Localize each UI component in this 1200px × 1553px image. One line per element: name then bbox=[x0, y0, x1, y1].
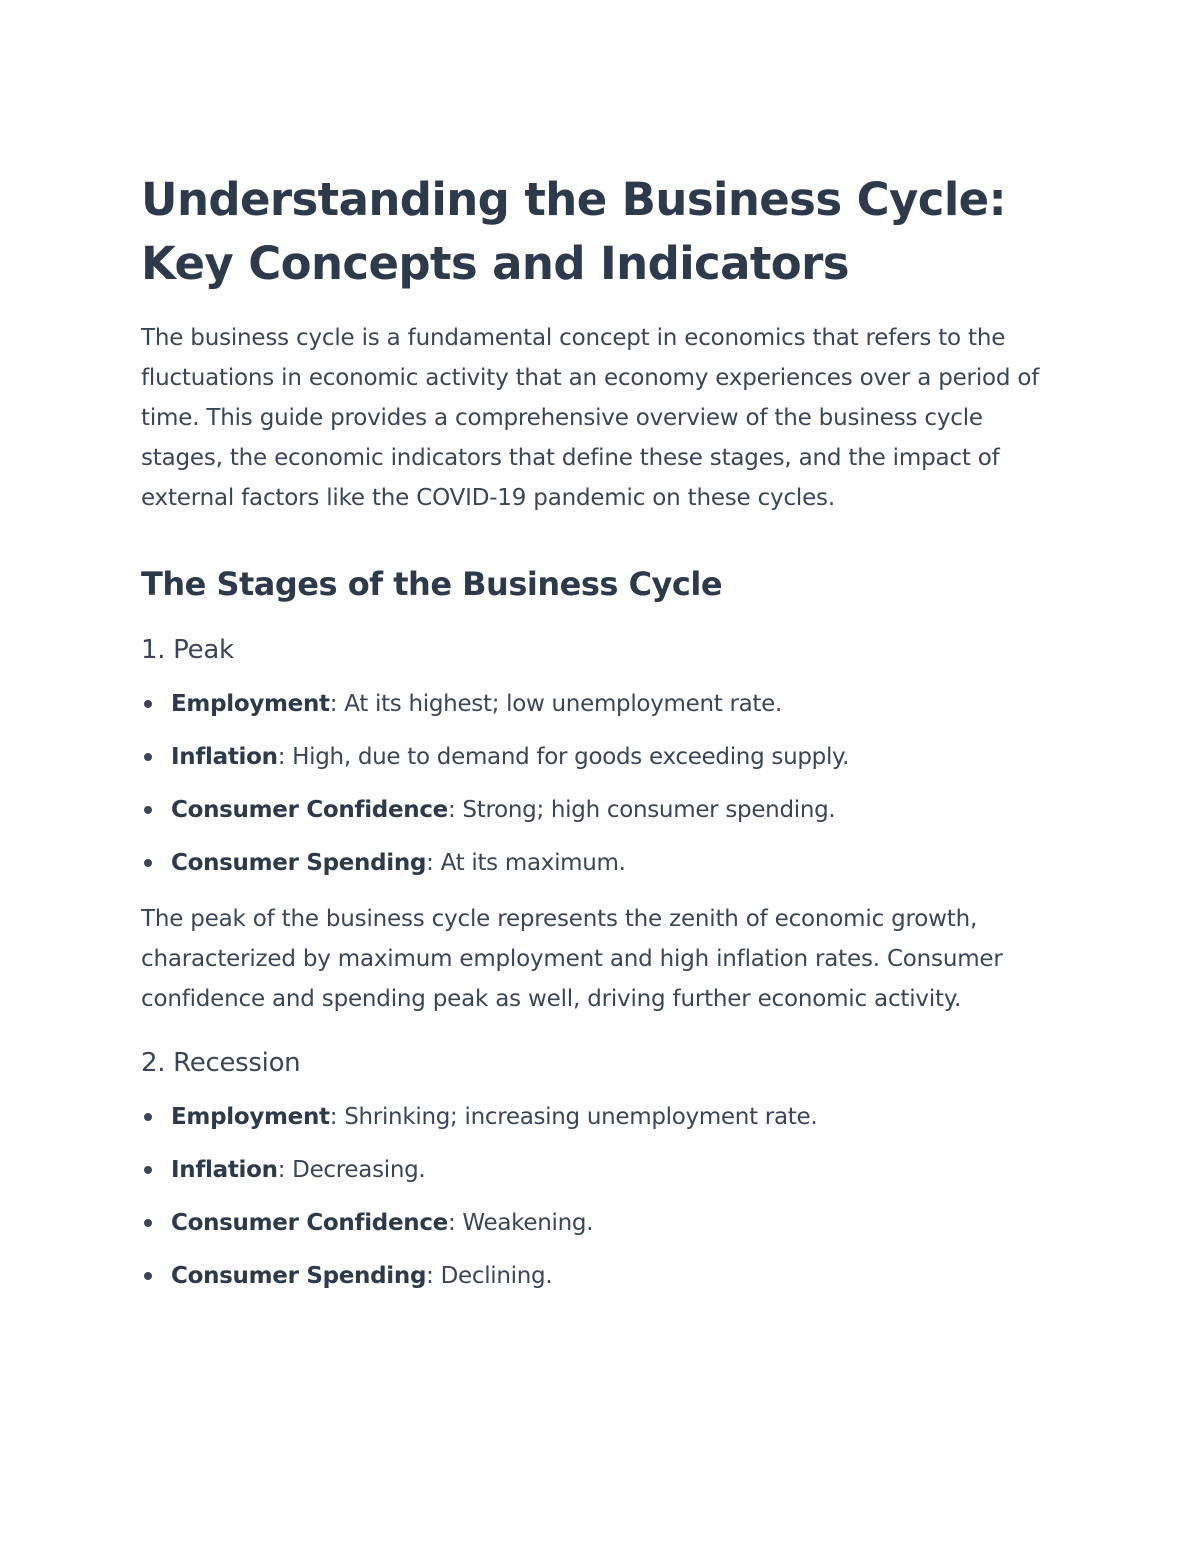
bullet-icon bbox=[144, 1166, 152, 1174]
indicator-term: Consumer Spending bbox=[171, 1263, 427, 1289]
indicator-text: Shrinking; increasing unemployment rate. bbox=[344, 1104, 818, 1130]
list-item bbox=[141, 794, 1071, 826]
indicator-text: Declining. bbox=[440, 1263, 553, 1289]
stage-heading-peak: 1. Peak bbox=[141, 635, 234, 665]
indicator-term: Employment bbox=[171, 691, 330, 717]
indicator-text: Strong; high consumer spending. bbox=[462, 797, 836, 823]
term-separator: : bbox=[277, 744, 293, 770]
indicator-term: Consumer Confidence bbox=[171, 797, 448, 823]
term-separator: : bbox=[426, 850, 441, 876]
section-heading: The Stages of the Business Cycle bbox=[141, 565, 723, 603]
bullet-icon bbox=[144, 859, 152, 867]
document-title: Understanding the Business Cycle: Key Concepts and Indicators bbox=[141, 173, 1006, 290]
indicator-text: Decreasing. bbox=[292, 1157, 426, 1183]
term-separator: : bbox=[277, 1157, 293, 1183]
peak-indicator-list bbox=[141, 688, 1071, 879]
indicator-term: Employment bbox=[171, 1104, 330, 1130]
peak-summary-paragraph: The peak of the business cycle represents the zenith of economic growth, characterized by maximum employment and high inflation rates. Consumer confidence and spending peak as well, driving further economic activity. bbox=[141, 906, 1003, 1012]
stage-heading-recession: 2. Recession bbox=[141, 1048, 301, 1078]
term-separator: : bbox=[447, 797, 463, 823]
list-item bbox=[141, 847, 1071, 879]
indicator-text: At its maximum. bbox=[440, 850, 626, 876]
term-separator: : bbox=[329, 691, 345, 717]
document-page bbox=[141, 168, 1071, 1292]
intro-paragraph: The business cycle is a fundamental concept in economics that refers to the fluctuations in economic activity that an economy experiences over a period of time. This guide provides a comprehensive overview of the business cycle stages, the economic indicators that define these stages, and the impact of external factors like the COVID-19 pandemic on these cycles. bbox=[141, 325, 1040, 511]
indicator-term: Consumer Spending bbox=[171, 850, 427, 876]
bullet-icon bbox=[144, 753, 152, 761]
bullet-icon bbox=[144, 700, 152, 708]
list-item bbox=[141, 688, 1071, 720]
indicator-term: Consumer Confidence bbox=[171, 1210, 448, 1236]
list-item bbox=[141, 741, 1071, 773]
bullet-icon bbox=[144, 1219, 152, 1227]
recession-indicator-list bbox=[141, 1101, 1071, 1292]
list-item bbox=[141, 1101, 1071, 1133]
indicator-term: Inflation bbox=[171, 1157, 278, 1183]
list-item bbox=[141, 1154, 1071, 1186]
term-separator: : bbox=[329, 1104, 345, 1130]
indicator-term: Inflation bbox=[171, 744, 278, 770]
bullet-icon bbox=[144, 806, 152, 814]
term-separator: : bbox=[426, 1263, 441, 1289]
list-item bbox=[141, 1260, 1071, 1292]
term-separator: : bbox=[447, 1210, 463, 1236]
bullet-icon bbox=[144, 1272, 152, 1280]
indicator-text: High, due to demand for goods exceeding supply. bbox=[292, 744, 850, 770]
indicator-text: At its highest; low unemployment rate. bbox=[344, 691, 783, 717]
indicator-text: Weakening. bbox=[462, 1210, 594, 1236]
bullet-icon bbox=[144, 1113, 152, 1121]
list-item bbox=[141, 1207, 1071, 1239]
